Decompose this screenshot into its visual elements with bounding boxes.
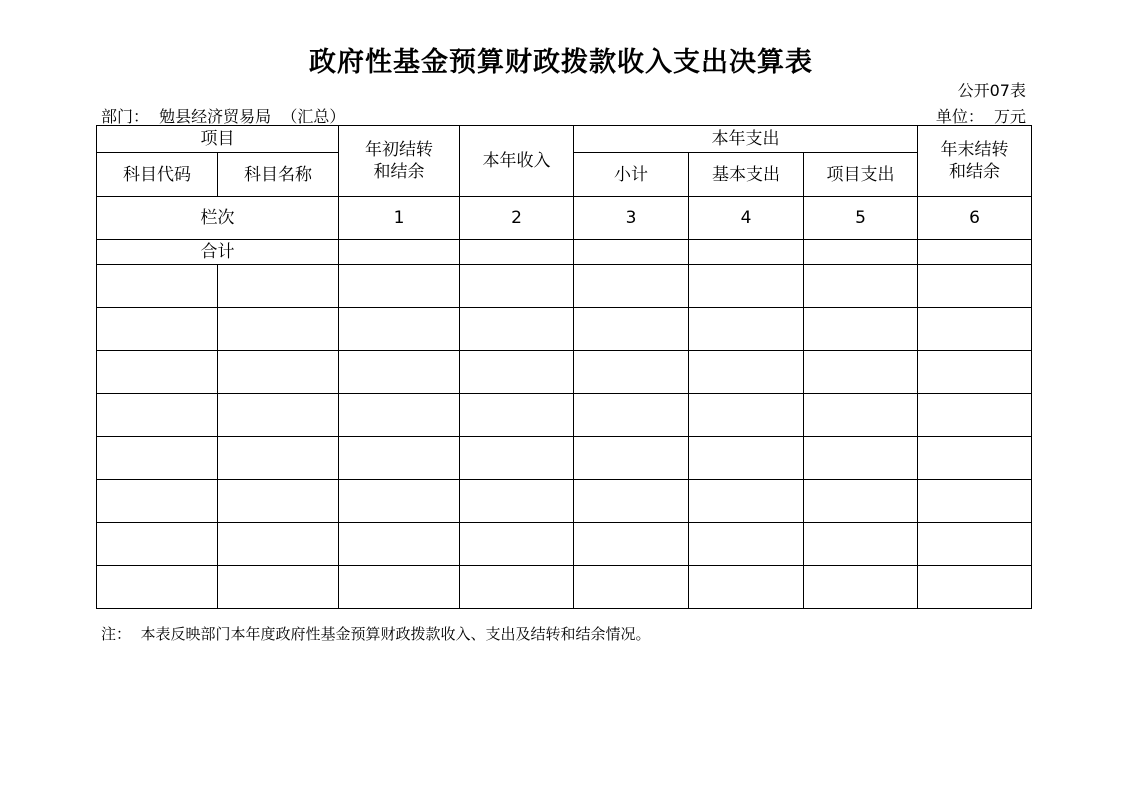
table-row [97, 308, 1032, 351]
header-opening-balance [339, 126, 460, 197]
table-cell [339, 480, 460, 523]
table-row [97, 437, 1032, 480]
column-index-row [97, 197, 1032, 240]
table-cell [218, 308, 339, 351]
table-cell [218, 265, 339, 308]
table-cell [339, 265, 460, 308]
table-cell [574, 480, 689, 523]
table-cell [218, 394, 339, 437]
table-cell [918, 265, 1032, 308]
table-cell [689, 523, 804, 566]
unit-label: 单位： 万元 [935, 107, 1026, 126]
table-cell [689, 394, 804, 437]
page-title: 政府性基金预算财政拨款收入支出决算表 [309, 47, 813, 78]
total-cell [918, 240, 1032, 265]
table-cell [918, 394, 1032, 437]
table-cell [460, 523, 574, 566]
table-cell [460, 265, 574, 308]
table-cell [339, 523, 460, 566]
table-cell [460, 437, 574, 480]
header-closing-balance [918, 126, 1032, 197]
table-cell [804, 437, 918, 480]
table-cell [918, 351, 1032, 394]
total-cell [339, 240, 460, 265]
total-cell [460, 240, 574, 265]
table-cell [574, 523, 689, 566]
header-project-expense: 项目支出 [804, 153, 918, 197]
table-row [97, 351, 1032, 394]
table-cell [689, 308, 804, 351]
table-cell [339, 308, 460, 351]
table-cell [97, 308, 218, 351]
column-index-label: 栏次 [97, 197, 339, 240]
table-cell [218, 437, 339, 480]
table-cell [460, 480, 574, 523]
table-cell [218, 566, 339, 609]
table-row [97, 480, 1032, 523]
table-cell [97, 351, 218, 394]
table-cell [218, 351, 339, 394]
table-cell [574, 437, 689, 480]
header-basic-expense: 基本支出 [689, 153, 804, 197]
table-cell [804, 566, 918, 609]
table-cell [689, 351, 804, 394]
table-cell [804, 394, 918, 437]
table-cell [804, 351, 918, 394]
table-cell [339, 437, 460, 480]
header-closing-balance-line1: 年末结转 [940, 140, 1009, 160]
department-label: 部门： 勉县经济贸易局 （汇总） [101, 107, 346, 126]
table-cell [97, 480, 218, 523]
header-subject-name: 科目名称 [218, 153, 339, 197]
table-cell [804, 265, 918, 308]
column-index-5: 5 [804, 197, 918, 240]
header-current-expense: 本年支出 [574, 126, 918, 153]
table-cell [339, 394, 460, 437]
header-opening-balance-line2: 和结余 [373, 162, 425, 182]
header-subtotal: 小计 [574, 153, 689, 197]
table-cell [574, 265, 689, 308]
total-cell [574, 240, 689, 265]
table-cell [460, 394, 574, 437]
table-cell [460, 308, 574, 351]
footnote: 注： 本表反映部门本年度政府性基金预算财政拨款收入、支出及结转和结余情况。 [101, 625, 651, 643]
form-code: 公开07表 [957, 81, 1026, 100]
table-cell [97, 523, 218, 566]
table-row [97, 523, 1032, 566]
table-cell [574, 566, 689, 609]
table-cell [804, 480, 918, 523]
table-cell [460, 566, 574, 609]
table-cell [804, 523, 918, 566]
table-cell [218, 480, 339, 523]
table-cell [574, 308, 689, 351]
empty-rows [97, 265, 1032, 609]
table-cell [339, 566, 460, 609]
header-project: 项目 [97, 126, 339, 153]
table-cell [574, 394, 689, 437]
table-cell [918, 480, 1032, 523]
table-cell [918, 566, 1032, 609]
column-index-3: 3 [574, 197, 689, 240]
total-row [97, 240, 1032, 265]
header-current-income: 本年收入 [460, 126, 574, 197]
header-subject-code: 科目代码 [97, 153, 218, 197]
table-row [97, 394, 1032, 437]
budget-table [96, 125, 1032, 609]
table-cell [97, 265, 218, 308]
total-cell [804, 240, 918, 265]
table-cell [574, 351, 689, 394]
column-index-6: 6 [918, 197, 1032, 240]
table-cell [689, 480, 804, 523]
table-row [97, 265, 1032, 308]
table-cell [218, 523, 339, 566]
table-cell [804, 308, 918, 351]
table-cell [918, 308, 1032, 351]
header-row-1 [97, 126, 1032, 153]
table-cell [460, 351, 574, 394]
table-cell [97, 437, 218, 480]
column-index-2: 2 [460, 197, 574, 240]
table-cell [918, 523, 1032, 566]
header-closing-balance-line2: 和结余 [949, 162, 1000, 182]
table-cell [918, 437, 1032, 480]
column-index-1: 1 [339, 197, 460, 240]
table-cell [97, 566, 218, 609]
table-cell [689, 265, 804, 308]
table-cell [689, 566, 804, 609]
table-cell [339, 351, 460, 394]
header-opening-balance-line1: 年初结转 [365, 140, 433, 160]
column-index-4: 4 [689, 197, 804, 240]
total-cell [689, 240, 804, 265]
table-row [97, 566, 1032, 609]
total-label: 合计 [97, 240, 339, 265]
table-cell [689, 437, 804, 480]
table-cell [97, 394, 218, 437]
